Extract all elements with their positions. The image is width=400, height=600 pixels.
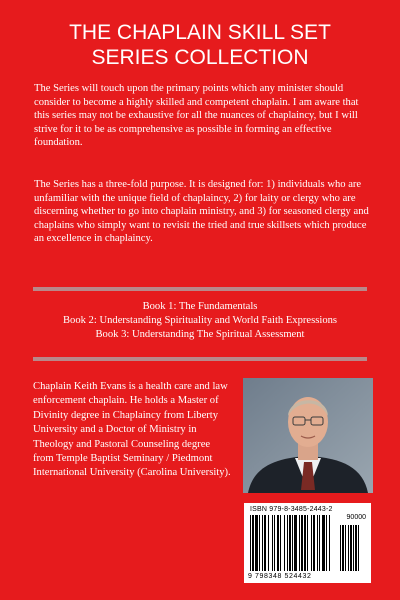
author-photo bbox=[243, 378, 373, 493]
title-line-2: SERIES COLLECTION bbox=[91, 46, 309, 69]
barcode-bar bbox=[313, 515, 315, 571]
barcode-bar bbox=[326, 515, 327, 571]
isbn-barcode bbox=[244, 503, 371, 583]
description-paragraph-2: The Series has a three-fold purpose. It is designed for: 1) individuals who are unfamiliar with the unique field of chaplaincy, 2) for laity or clergy who are discerning whether to go into chaplain ministry, and 3) for seasoned clergy and chaplains who simply want to revisit the tried and true skillsets which produce an excellence in chaplaincy. bbox=[34, 179, 369, 245]
barcode-addon-bar bbox=[340, 525, 341, 571]
isbn-text: ISBN 979-8-3485-2443-2 bbox=[250, 506, 333, 513]
barcode-addon-bar bbox=[353, 525, 354, 571]
divider-bottom bbox=[33, 357, 367, 361]
barcode-bar bbox=[284, 515, 285, 571]
barcode-bar bbox=[299, 515, 300, 571]
barcode-bar bbox=[255, 515, 258, 571]
barcode-bar bbox=[264, 515, 266, 571]
barcode-bar bbox=[268, 515, 269, 571]
book-list-item: Book 3: Understanding The Spiritual Assessment bbox=[95, 329, 305, 340]
barcode-bars bbox=[248, 515, 366, 571]
barcode-digits: 9 798348 524432 bbox=[248, 573, 312, 580]
barcode-bar bbox=[252, 515, 254, 571]
barcode-bar bbox=[277, 515, 279, 571]
author-bio: Chaplain Keith Evans is a health care and law enforcement chaplain. He holds a Master of Divinity degree in Chaplaincy from Liberty University and a Doctor of Ministry in Theology and Pastoral Counseling degree from Temple Baptist Seminary / Piedmont International University (Carolina University). bbox=[33, 381, 231, 479]
barcode-bar bbox=[289, 515, 291, 571]
barcode-bar bbox=[317, 515, 318, 571]
barcode-bar bbox=[262, 515, 263, 571]
description-paragraph-1: The Series will touch upon the primary points which any minister should consider to become a highly skilled and competent chaplain. I am aware that this series may not be exhaustive for all the nuances of chaplaincy, but I will strive for it to be as comprehensive as possible in forming an effective foundation. bbox=[34, 83, 359, 149]
author-portrait-image bbox=[243, 378, 373, 493]
barcode-bar bbox=[280, 515, 281, 571]
book-list bbox=[20, 300, 380, 342]
barcode-bar bbox=[272, 515, 273, 571]
barcode-bar bbox=[304, 515, 306, 571]
barcode-bar bbox=[292, 515, 293, 571]
barcode-addon-bar bbox=[342, 525, 344, 571]
barcode-bar bbox=[319, 515, 320, 571]
book-list-item: Book 1: The Fundamentals bbox=[142, 301, 258, 312]
price-code: 90000 bbox=[346, 514, 366, 521]
barcode-bar bbox=[274, 515, 275, 571]
barcode-bar bbox=[287, 515, 288, 571]
barcode-bar bbox=[294, 515, 297, 571]
barcode-addon-bar bbox=[350, 525, 352, 571]
divider-top bbox=[33, 287, 367, 291]
barcode-bar bbox=[301, 515, 303, 571]
title-line-1: THE CHAPLAIN SKILL SET bbox=[69, 21, 331, 44]
barcode-bar bbox=[259, 515, 260, 571]
barcode-bar bbox=[322, 515, 325, 571]
book-list-item: Book 2: Understanding Spirituality and World Faith Expressions bbox=[62, 315, 338, 326]
barcode-addon-bar bbox=[348, 525, 349, 571]
barcode-addon-bar bbox=[358, 525, 359, 571]
barcode-bar bbox=[307, 515, 308, 571]
barcode-bar bbox=[311, 515, 312, 571]
barcode-bar bbox=[329, 515, 330, 571]
barcode-bar bbox=[250, 515, 251, 571]
barcode-addon-bar bbox=[355, 525, 357, 571]
barcode-addon-bar bbox=[345, 525, 346, 571]
back-cover-title bbox=[10, 20, 390, 70]
